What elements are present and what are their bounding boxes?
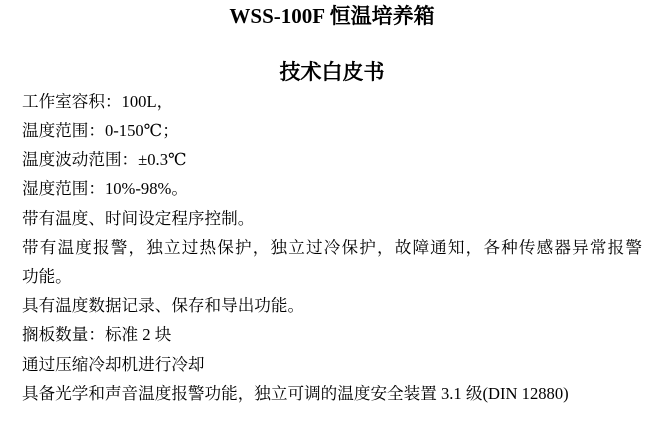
document-subtitle: 技术白皮书 (279, 60, 385, 85)
document-title: WSS-100F 恒温培养箱 (229, 3, 435, 28)
spec-line: 带有温度报警，独立过热保护，独立过冷保护，故障通知，各种传感器异常报警 (22, 237, 642, 257)
spec-line: 湿度范围：10%-98%。 (22, 179, 188, 199)
spec-line: 带有温度、时间设定程序控制。 (22, 208, 255, 228)
spec-line: 搁板数量：标准 2 块 (22, 325, 172, 345)
spec-line: 具有温度数据记录、保存和导出功能。 (22, 296, 305, 316)
spec-line: 工作室容积：100L， (22, 91, 174, 111)
spec-line: 具备光学和声音温度报警功能，独立可调的温度安全装置 3.1 级(DIN 12880) (22, 383, 569, 403)
document-page (0, 2, 649, 421)
spec-line: 温度波动范围：±0.3℃ (22, 150, 187, 170)
spec-line: 功能。 (22, 266, 72, 286)
spec-line: 通过压缩冷却机进行冷却 (22, 354, 205, 374)
spec-lines (22, 87, 642, 408)
spec-line: 温度范围：0-150℃； (22, 120, 179, 140)
